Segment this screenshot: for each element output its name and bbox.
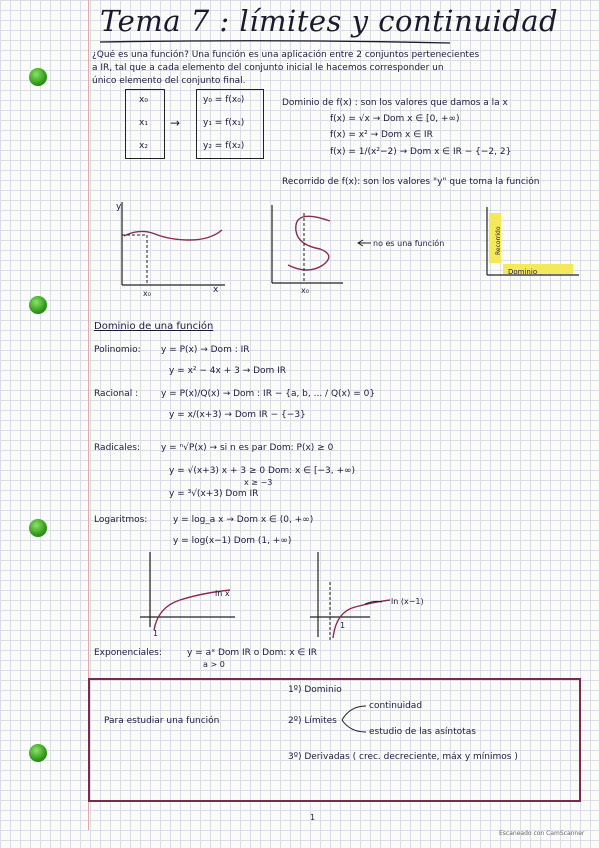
- exponenciales-label: Exponenciales:: [94, 648, 162, 658]
- page-number: 1: [310, 813, 316, 822]
- intro-line: ¿Qué es una función? Una función es una aplicación entre 2 conjuntos pertenecientes: [92, 50, 480, 60]
- dominio-label: Dominio: [508, 268, 538, 276]
- dominio-example: f(x) = 1/(x²−2) → Dom x ∈ IR − {−2, 2}: [330, 147, 512, 157]
- formula: y = P(x)/Q(x) → Dom : IR − {a, b, ... / Q(x) = 0}: [161, 389, 376, 399]
- binder-hole: [29, 744, 47, 762]
- section-heading: Dominio de una función: [94, 321, 214, 332]
- mapping-arrow: →: [170, 116, 181, 130]
- x-value: x₁: [139, 118, 148, 128]
- dominio-example: f(x) = √x → Dom x ∈ [0, +∞): [330, 114, 460, 124]
- non-function-graph: [268, 203, 348, 288]
- x-value: x₂: [139, 141, 148, 151]
- binder-hole: [29, 68, 47, 86]
- no-function-note: no es una función: [373, 239, 445, 248]
- formula: y = ³√(x+3) Dom IR: [169, 489, 259, 499]
- recorrido-definition: Recorrido de f(x): son los valores "y" que toma la función: [282, 177, 540, 187]
- intro-line: único elemento del conjunto final.: [92, 76, 246, 86]
- summary-step: 3º) Derivadas ( crec. decreciente, máx y mínimos ): [288, 752, 518, 762]
- summary-substep: continuidad: [369, 701, 423, 711]
- formula: y = √(x+3) x + 3 ≥ 0 Dom: x ∈ [−3, +∞): [169, 466, 355, 476]
- binder-hole: [29, 519, 47, 537]
- y-value: y₀ = f(x₀): [203, 95, 245, 105]
- formula: a > 0: [203, 660, 225, 669]
- intro-line: a IR, tal que a cada elemento del conjunto inicial le hacemos corresponder un: [92, 63, 444, 73]
- x0-label: x₀: [143, 289, 151, 298]
- axis-label-y: y: [116, 202, 122, 212]
- recorrido-label: Recorrido: [495, 226, 502, 255]
- binder-hole: [29, 296, 47, 314]
- function-graph: [110, 200, 230, 295]
- dominio-example: f(x) = x² → Dom x ∈ IR: [330, 130, 433, 140]
- summary-intro: Para estudiar una función: [104, 716, 220, 726]
- tick-label: 1: [340, 621, 346, 630]
- radicales-label: Radicales:: [94, 443, 141, 453]
- title-underline: [100, 39, 450, 45]
- summary-substep: estudio de las asíntotas: [369, 727, 476, 737]
- formula: y = x/(x+3) → Dom IR − {−3}: [169, 410, 306, 420]
- logaritmos-label: Logaritmos:: [94, 515, 148, 525]
- formula: y = log(x−1) Dom (1, +∞): [173, 536, 292, 546]
- summary-step: 2º) Límites: [288, 716, 337, 726]
- page-title: Tema 7 : límites y continuidad: [100, 4, 559, 38]
- racional-label: Racional :: [94, 389, 139, 399]
- y-value: y₁ = f(x₁): [203, 118, 245, 128]
- dominio-definition: Dominio de f(x) : son los valores que damos a la x: [282, 98, 508, 108]
- y-value: y₂ = f(x₂): [203, 141, 245, 151]
- x-value: x₀: [139, 95, 148, 105]
- polinomio-label: Polinomio:: [94, 345, 141, 355]
- formula: y = x² − 4x + 3 → Dom IR: [169, 366, 287, 376]
- formula: y = log_a x → Dom x ∈ (0, +∞): [173, 515, 314, 525]
- arrow-icon: [357, 240, 371, 246]
- formula: y = ⁿ√P(x) → si n es par Dom: P(x) ≥ 0: [161, 443, 334, 453]
- axis-label-x: x: [213, 285, 219, 295]
- summary-box: [88, 678, 581, 802]
- scanner-footer: Escaneado con CamScanner: [499, 830, 585, 837]
- ln-shifted-label: ln (x−1): [391, 597, 424, 606]
- branch-arrows-icon: [340, 702, 370, 736]
- ln-label: ln x: [215, 589, 230, 598]
- formula: x ≥ −3: [244, 478, 273, 487]
- formula: y = aˣ Dom IR o Dom: x ∈ IR: [187, 648, 318, 658]
- formula: y = P(x) → Dom : IR: [161, 345, 250, 355]
- summary-step: 1º) Dominio: [288, 685, 342, 695]
- x0-label: x₀: [301, 286, 309, 295]
- tick-label: 1: [153, 629, 159, 638]
